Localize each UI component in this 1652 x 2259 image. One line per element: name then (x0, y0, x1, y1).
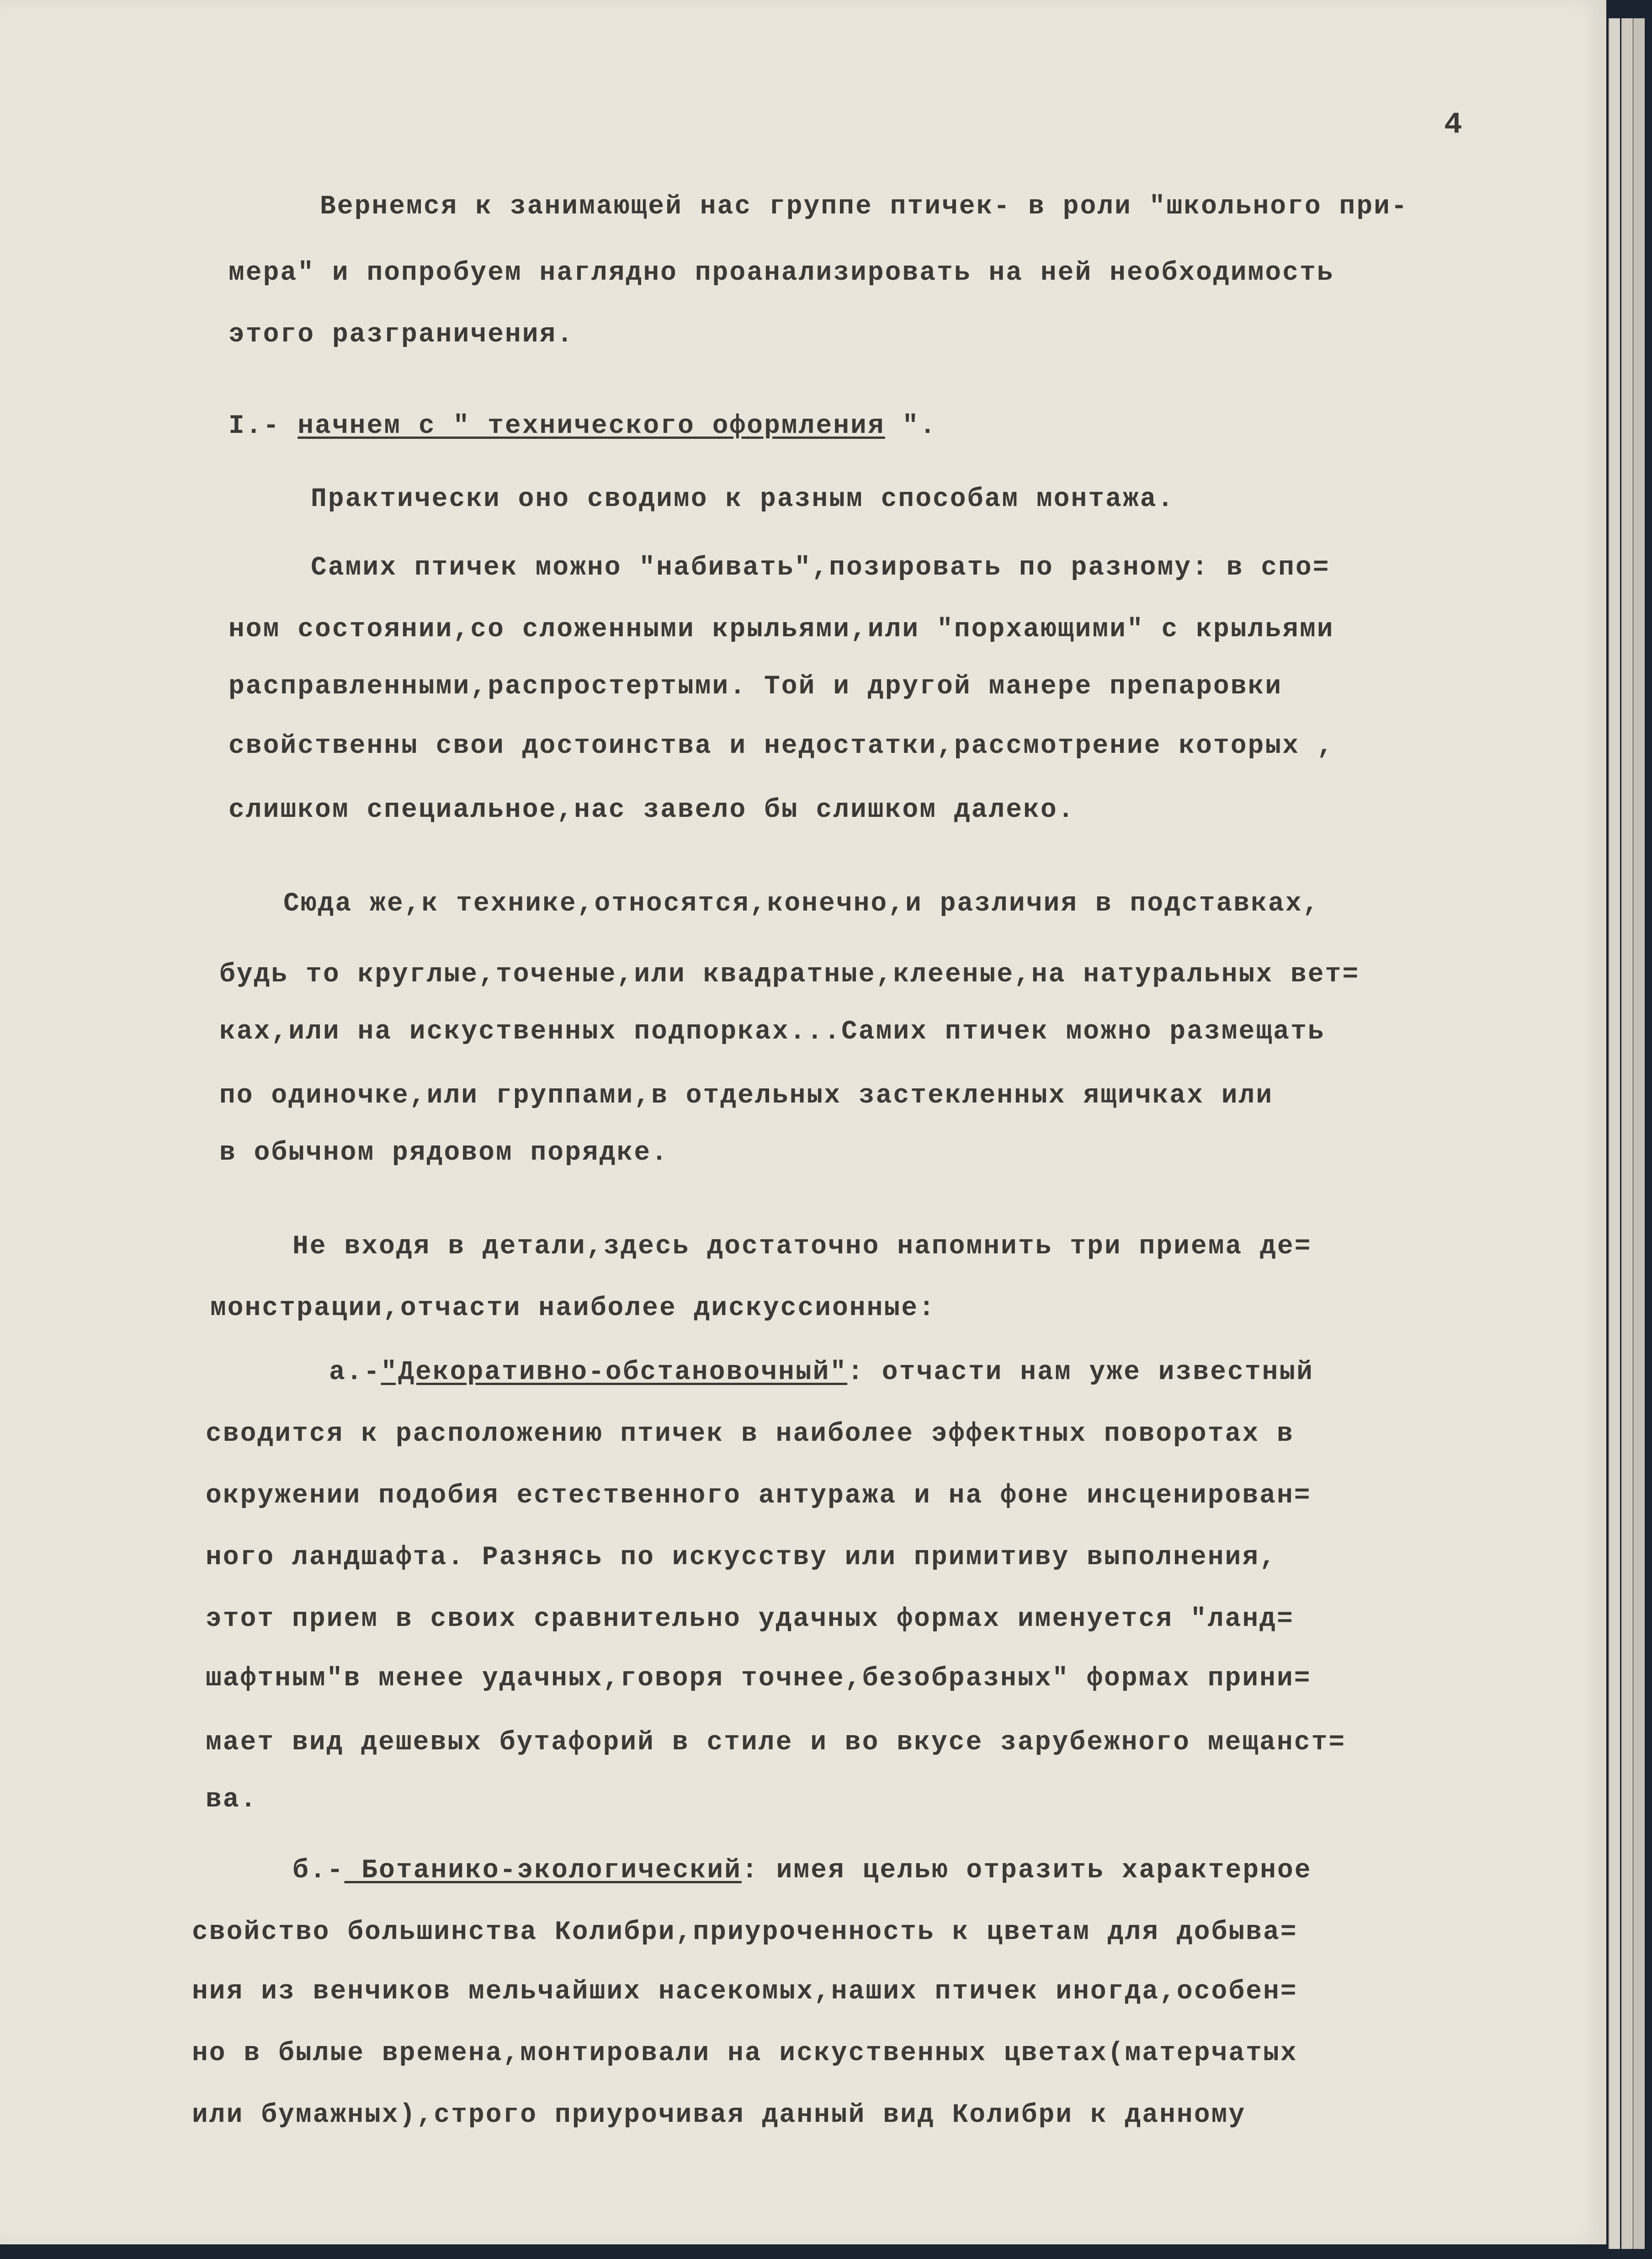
text-line: Вернемся к занимающей нас группе птичек- в роли "школьного при- (320, 192, 1408, 222)
text-line: свойственны свои достоинства и недостатки,рассмотрение которых , (228, 731, 1334, 761)
text-line: окружении подобия естественного антуража и на фоне инсценирован= (206, 1481, 1312, 1511)
section-suffix: ". (885, 411, 937, 441)
section-heading (228, 411, 937, 441)
text-line: ном состоянии,со сложенными крыльями,или "порхающими" с крыльями (228, 615, 1334, 645)
list-item-a-heading (329, 1358, 1314, 1387)
text-line: Самих птичек можно "набивать",позировать по разному: в спо= (311, 553, 1330, 583)
text-line: Не входя в детали,здесь достаточно напомнить три приема де= (292, 1232, 1312, 1262)
text-line: мера" и попробуем наглядно проанализировать на ней необходимость (228, 258, 1334, 288)
text-line: этого разграничения. (228, 320, 574, 350)
text-line: шафтным"в менее удачных,говоря точнее,безобразных" формах прини= (206, 1664, 1312, 1694)
text-line: сводится к расположению птичек в наиболее эффектных поворотах в (206, 1419, 1294, 1449)
text-line: в обычном рядовом порядке. (219, 1138, 669, 1168)
text-line: монстрации,отчасти наиболее дискуссионные: (210, 1294, 936, 1323)
text-line: этот прием в своих сравнительно удачных формах именуется "ланд= (206, 1604, 1294, 1634)
list-item-title: "Декоративно-обстановочный" (381, 1358, 848, 1387)
text-line: по одиночке,или группами,в отдельных застекленных ящичках или (219, 1081, 1274, 1111)
list-marker: а.- (329, 1358, 381, 1387)
sheet-edge (1621, 18, 1633, 2249)
text-line: но в былые времена,монтировали на искуственных цветах(матерчатых (192, 2039, 1298, 2068)
text-line: ва. (206, 1785, 258, 1815)
text-line: мает вид дешевых бутафорий в стиле и во вкусе зарубежного мещанст= (206, 1728, 1346, 1758)
text-line: слишком специальное,нас завело бы слишком далеко. (228, 795, 1075, 825)
text-line: ного ландшафта. Разнясь по искусству или примитиву выполнения, (206, 1543, 1277, 1572)
text-line: расправленными,распростертыми. Той и другой манере препаровки (228, 672, 1283, 702)
text-line: или бумажных),строго приурочивая данный вид Колибри к данному (192, 2100, 1246, 2130)
text-line: Практически оно сводимо к разным способам монтажа. (311, 485, 1175, 514)
text-line: будь то круглые,точеные,или квадратные,клееные,на натуральных вет= (219, 960, 1360, 990)
text-line: ния из венчиков мельчайших насекомых,наших птичек иногда,особен= (192, 1977, 1298, 2007)
list-item-title: Ботанико-экологический (344, 1856, 742, 1886)
list-marker: б.- (292, 1856, 345, 1886)
section-number: I.- (228, 411, 298, 441)
list-item-text: : отчасти нам уже известный (847, 1358, 1314, 1387)
sheet-edge (1633, 18, 1645, 2249)
text-line: ках,или на искуственных подпорках...Самих птичек можно размещать (219, 1017, 1325, 1047)
page-number: 4 (1444, 107, 1464, 142)
list-item-b-heading (292, 1856, 1312, 1886)
text-line: Сюда же,к технике,относятся,конечно,и различия в подставках, (283, 889, 1320, 919)
sheet-edge (1609, 18, 1620, 2249)
text-line: свойство большинства Колибри,приуроченность к цветам для добыва= (192, 1918, 1298, 1947)
section-title: начнем с " технического оформления (297, 411, 885, 441)
list-item-text: : имея целью отразить характерное (741, 1856, 1312, 1886)
